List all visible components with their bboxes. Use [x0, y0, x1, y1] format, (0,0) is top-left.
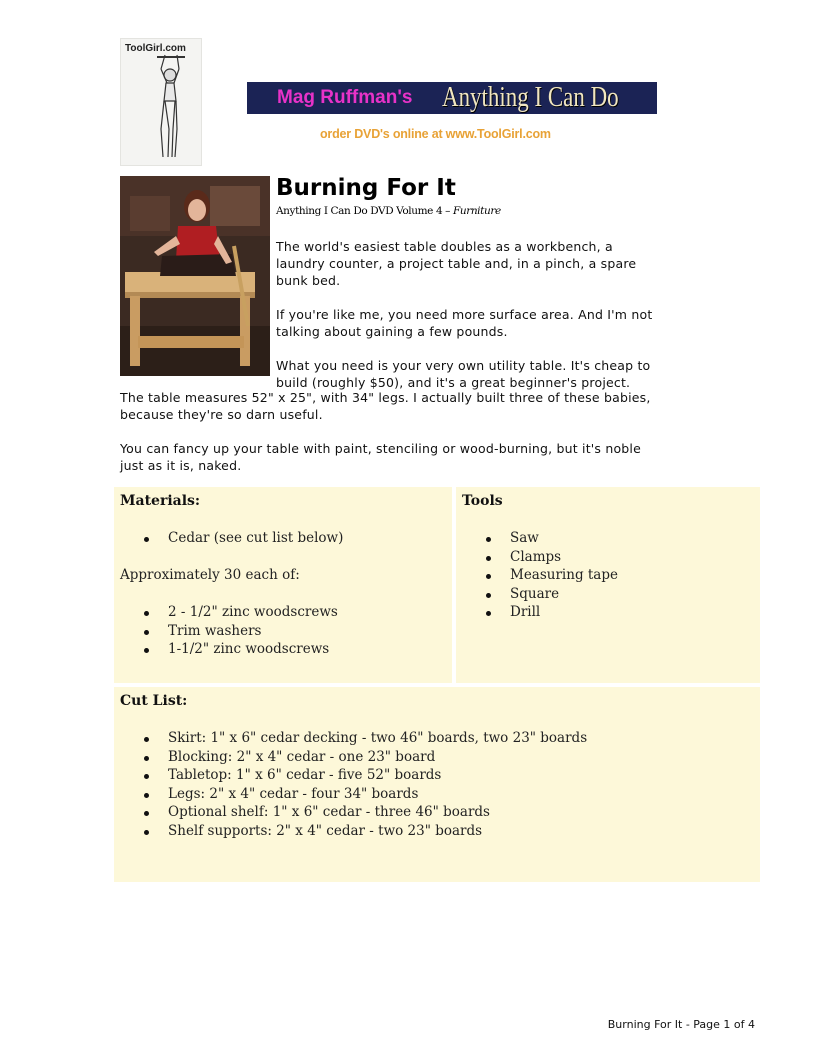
text-line: You can fancy up your table with paint, stenciling or wood-burning, but it's noble — [120, 441, 641, 456]
tools-panel — [456, 487, 760, 683]
list-item: Legs: 2" x 4" cedar - four 34" boards — [120, 785, 740, 804]
cut-list — [120, 729, 740, 840]
list-item: Blocking: 2" x 4" cedar - one 23" board — [120, 748, 740, 767]
list-item: Shelf supports: 2" x 4" cedar - two 23" boards — [120, 822, 740, 841]
text-line: just as it is, naked. — [120, 458, 242, 473]
tools-list — [462, 529, 752, 622]
materials-list-hardware — [120, 603, 440, 659]
list-item: Square — [462, 585, 752, 604]
text-line: What you need is your very own utility table. It's cheap to — [276, 358, 651, 373]
list-item: Optional shelf: 1" x 6" cedar - three 46" boards — [120, 803, 740, 822]
text-line: The table measures 52" x 25", with 34" legs. I actually built three of these babies, — [120, 390, 651, 405]
utility-table-paragraph-lines-1 — [276, 357, 650, 391]
photo-illustration — [120, 176, 270, 376]
page-footer: Burning For It - Page 1 of 4 — [607, 1018, 755, 1031]
list-item: 2 - 1/2" zinc woodscrews — [120, 603, 440, 622]
text-line: If you're like me, you need more surface area. And I'm not — [276, 307, 653, 322]
toolgirl-figure-illustration — [121, 39, 201, 165]
order-dvd-link[interactable]: order DVD's online at www.ToolGirl.com — [320, 127, 551, 141]
materials-list-cedar — [120, 529, 440, 548]
list-item: Measuring tape — [462, 566, 752, 585]
text-line: laundry counter, a project table and, in a pinch, a spare — [276, 256, 637, 271]
text-line: bunk bed. — [276, 273, 341, 288]
approximately-text: Approximately 30 each of: — [120, 567, 300, 583]
materials-heading: Materials: — [120, 493, 201, 509]
list-item: Drill — [462, 603, 752, 622]
text-line: The world's easiest table doubles as a workbench, a — [276, 239, 613, 254]
text-line: talking about gaining a few pounds. — [276, 324, 508, 339]
subtitle-main: Anything I Can Do DVD Volume 4 – — [276, 205, 453, 217]
logo-text: ToolGirl.com — [125, 43, 186, 54]
toolgirl-logo — [120, 38, 202, 166]
list-item: Trim washers — [120, 622, 440, 641]
tools-heading: Tools — [462, 493, 503, 509]
materials-panel — [114, 487, 452, 683]
banner-host-name: Mag Ruffman's — [277, 87, 413, 108]
article-subtitle — [276, 205, 501, 217]
cut-list-heading: Cut List: — [120, 693, 188, 709]
list-item: Clamps — [462, 548, 752, 567]
woman-on-table-photo — [120, 176, 270, 376]
show-banner — [247, 82, 657, 114]
utility-table-paragraph-lines-2 — [120, 389, 651, 423]
article-title: Burning For It — [276, 175, 456, 201]
banner-show-title: Anything I Can Do — [441, 82, 619, 113]
list-item: Saw — [462, 529, 752, 548]
text-line: because they're so darn useful. — [120, 407, 323, 422]
list-item: 1-1/2" zinc woodscrews — [120, 640, 440, 659]
surface-area-paragraph — [276, 306, 652, 340]
fancy-up-paragraph — [120, 440, 641, 474]
cut-list-panel — [114, 687, 760, 882]
intro-paragraph — [276, 238, 636, 289]
list-item: Tabletop: 1" x 6" cedar - five 52" boards — [120, 766, 740, 785]
text-line: build (roughly $50), and it's a great beginner's project. — [276, 375, 631, 390]
subtitle-volume-topic: Furniture — [452, 205, 501, 217]
list-item: Cedar (see cut list below) — [120, 529, 440, 548]
list-item: Skirt: 1" x 6" cedar decking - two 46" boards, two 23" boards — [120, 729, 740, 748]
